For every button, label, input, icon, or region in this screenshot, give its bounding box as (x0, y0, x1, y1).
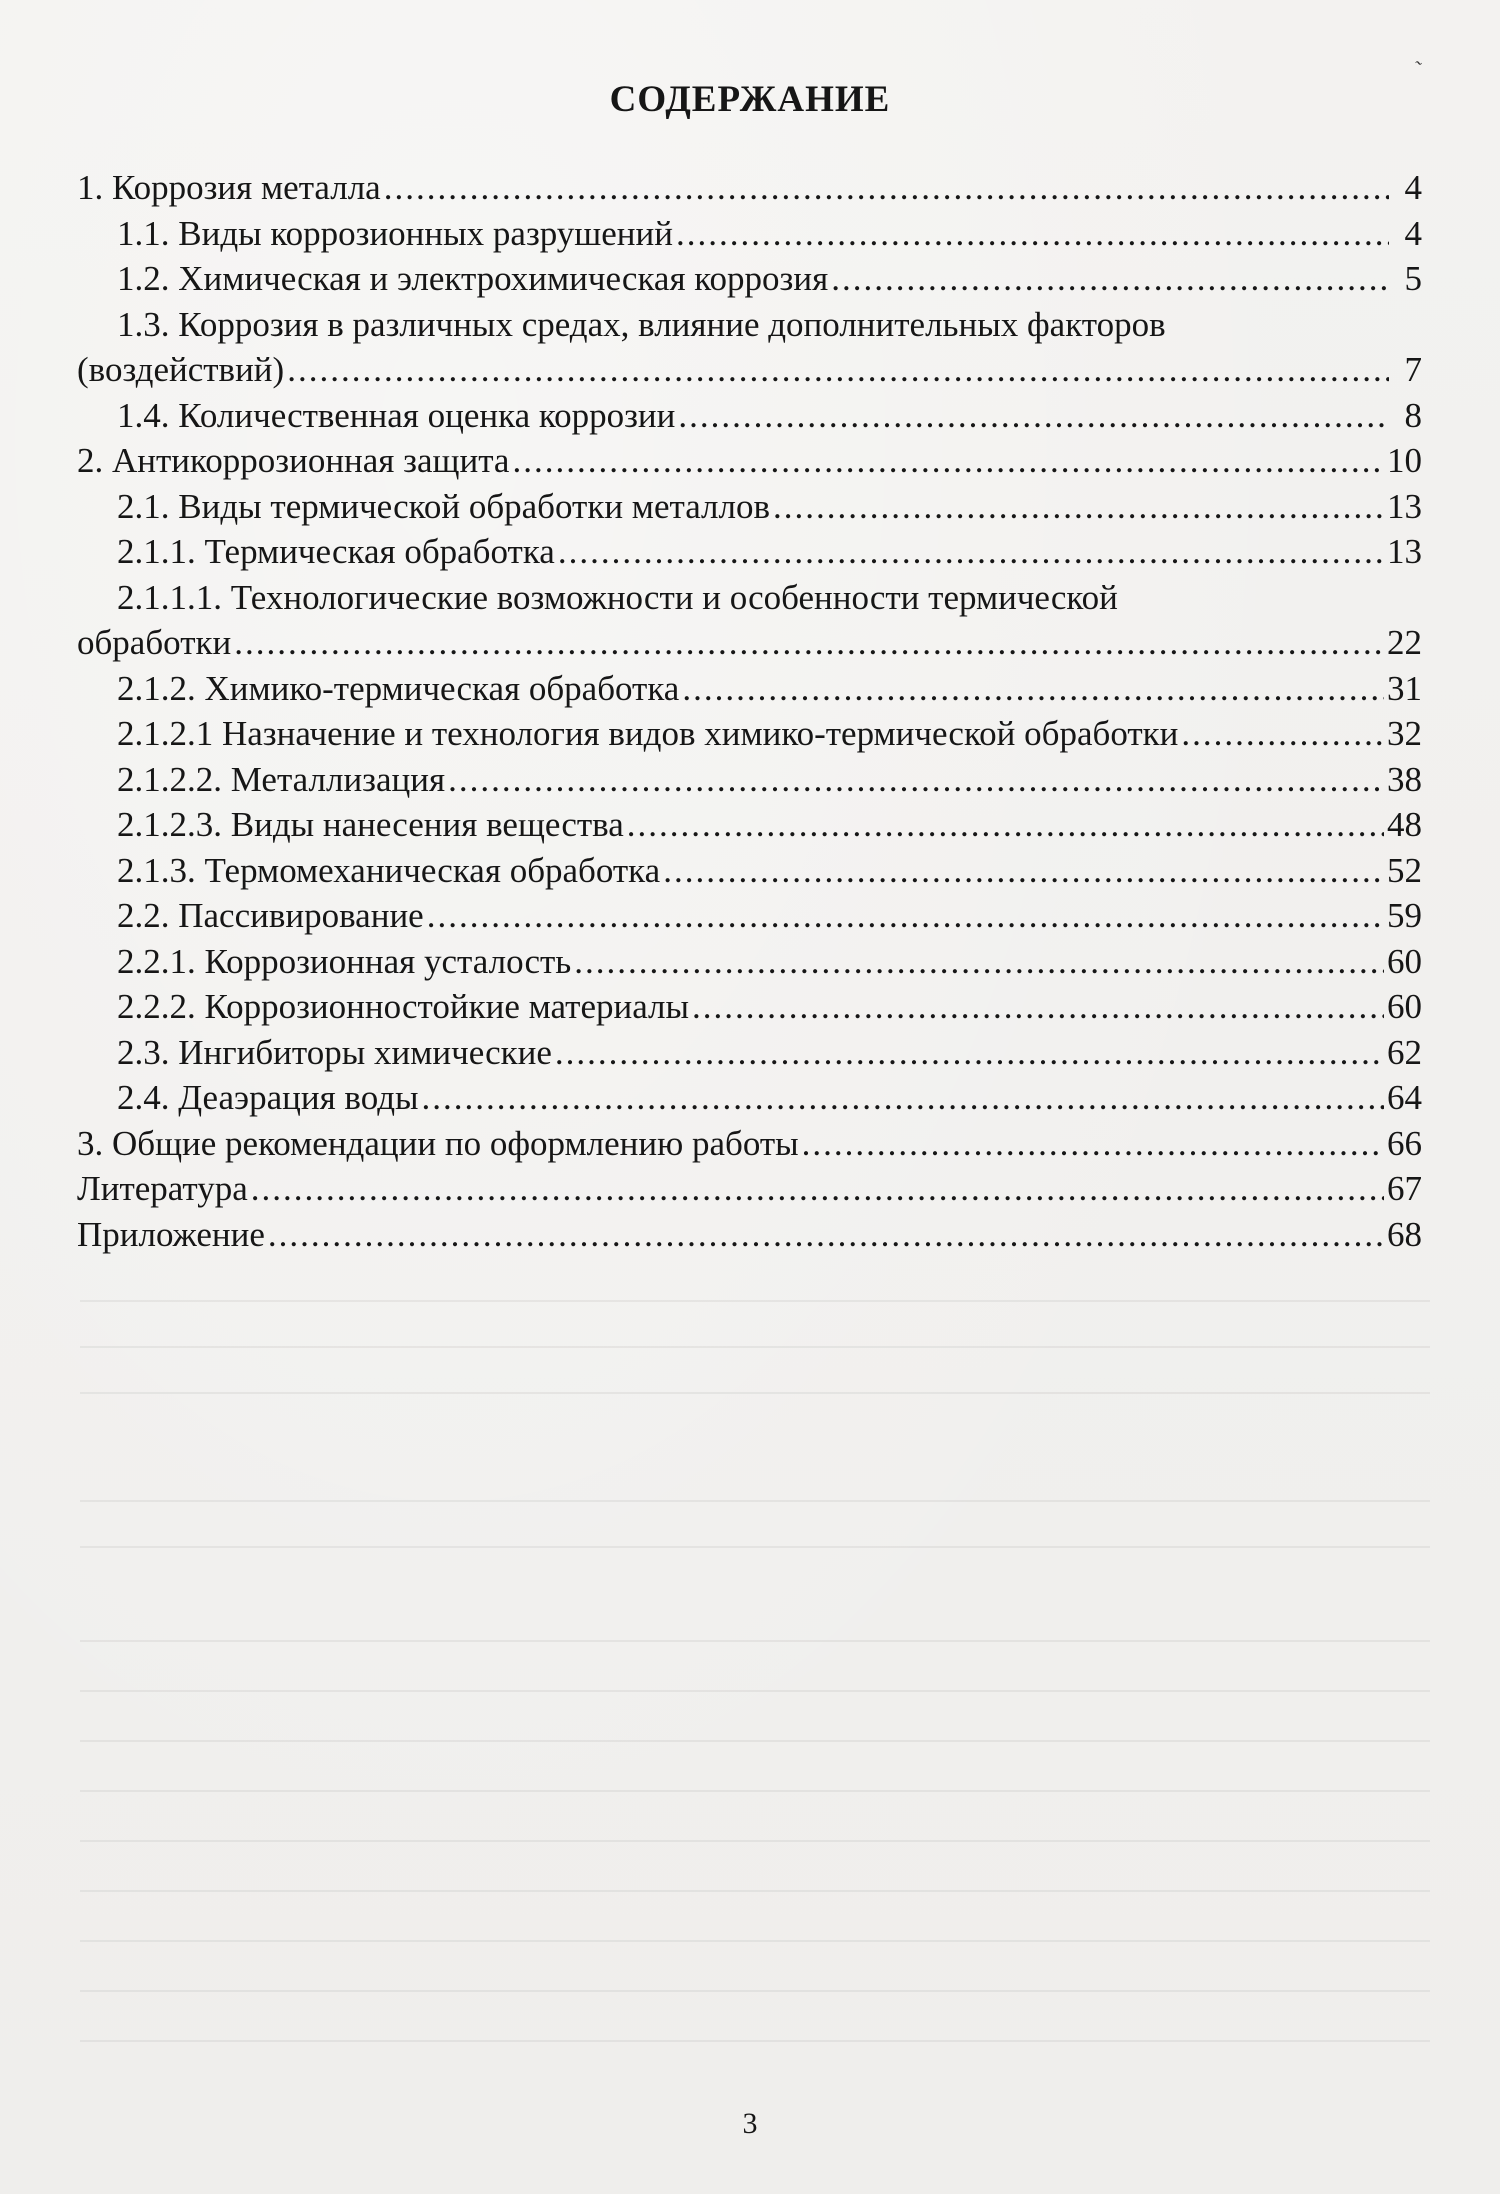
toc-entry-page: 8 (1404, 395, 1422, 435)
toc-entry-label: 2.1. Виды термической обработки металлов (117, 486, 771, 526)
toc-entry[interactable] (77, 211, 1422, 257)
dot-leader (268, 1212, 1384, 1258)
toc-entry-page: 13 (1387, 532, 1422, 571)
toc-entry-label: Приложение (77, 1214, 265, 1254)
toc-entry[interactable] (77, 848, 1422, 894)
toc-entry-label: (воздействий) (77, 350, 285, 389)
toc-entry[interactable] (77, 939, 1422, 985)
toc-entry[interactable] (77, 484, 1422, 530)
toc-entry[interactable] (77, 1212, 1422, 1258)
table-of-contents (77, 165, 1422, 1257)
toc-entry[interactable] (77, 711, 1422, 757)
toc-entry[interactable] (77, 1030, 1422, 1076)
toc-entry-label: 2.1.3. Термомеханическая обработка (117, 850, 661, 890)
dot-leader (831, 256, 1389, 302)
bleed-through-line (80, 1392, 1430, 1394)
toc-entry-label: 2.1.2.2. Металлизация (117, 759, 446, 799)
toc-entry-page: 32 (1387, 714, 1422, 753)
toc-entry-page: 66 (1387, 1123, 1422, 1163)
toc-entry[interactable] (77, 802, 1422, 848)
toc-entry-label: 1. Коррозия металла (77, 168, 381, 207)
dot-leader (802, 1121, 1384, 1167)
dot-leader (773, 484, 1384, 530)
dot-leader (627, 802, 1384, 848)
toc-entry-label: 2.2.1. Коррозионная усталость (117, 941, 572, 981)
toc-entry[interactable] (77, 256, 1422, 302)
dot-leader (448, 757, 1384, 803)
toc-entry-page: 68 (1387, 1214, 1422, 1254)
toc-entry-label: 2.3. Ингибиторы химические (117, 1032, 552, 1072)
toc-entry[interactable] (77, 1121, 1422, 1167)
dot-leader (512, 438, 1384, 484)
toc-entry-label: 1.4. Количественная оценка коррозии (117, 395, 676, 435)
dot-leader (692, 984, 1384, 1030)
bleed-through-line (80, 2040, 1430, 2042)
toc-entry-page: 22 (1387, 623, 1422, 662)
toc-entry[interactable] (77, 575, 1422, 666)
toc-entry-label: обработки (77, 623, 232, 662)
toc-entry-label: 2.1.1. Термическая обработка (117, 532, 555, 571)
bleed-through-line (80, 1990, 1430, 1992)
toc-entry-page: 38 (1387, 759, 1422, 799)
toc-entry-page: 48 (1387, 805, 1422, 844)
dot-leader (234, 620, 1384, 666)
toc-entry-label-line1: 1.3. Коррозия в различных средах, влияние дополнительных факторов (117, 304, 1166, 344)
toc-entry[interactable] (77, 984, 1422, 1030)
toc-entry-label: 2.1.2.3. Виды нанесения вещества (117, 805, 624, 844)
toc-entry[interactable] (77, 438, 1422, 484)
dot-leader (287, 347, 1389, 393)
bleed-through-line (80, 1300, 1430, 1302)
toc-entry-page: 7 (1404, 350, 1422, 389)
toc-entry-label: 2.1.2. Химико-термическая обработка (117, 668, 680, 708)
toc-entry-page: 52 (1387, 850, 1422, 890)
page-title: СОДЕРЖАНИЕ (609, 79, 891, 120)
toc-entry[interactable] (77, 893, 1422, 939)
bleed-through-line (80, 1346, 1430, 1348)
bleed-through-line (80, 1890, 1430, 1892)
dot-leader (384, 165, 1389, 211)
toc-entry-label: Литература (77, 1169, 248, 1208)
toc-entry-label-line1: 2.1.1.1. Технологические возможности и особенности термической (117, 577, 1118, 617)
bleed-through-line (80, 1840, 1430, 1842)
toc-entry-label: 2.1.2.1 Назначение и технология видов химико-термической обработки (117, 714, 1179, 753)
toc-entry-label: 2. Антикоррозионная защита (77, 441, 510, 480)
toc-entry-page: 31 (1387, 668, 1422, 708)
toc-entry-page: 60 (1387, 987, 1422, 1026)
toc-entry-page: 4 (1404, 213, 1422, 253)
toc-entry[interactable] (77, 1075, 1422, 1121)
dot-leader (1181, 711, 1384, 757)
toc-entry[interactable] (77, 165, 1422, 211)
bleed-through-line (80, 1500, 1430, 1502)
toc-entry-page: 59 (1387, 896, 1422, 935)
toc-entry-page: 5 (1404, 259, 1422, 298)
bleed-through-line (80, 1546, 1430, 1548)
bleed-through-line (80, 1790, 1430, 1792)
bleed-through-line (80, 1740, 1430, 1742)
dot-leader (678, 393, 1389, 439)
ink-mark: ˷ (1414, 43, 1429, 67)
toc-entry-label: 1.2. Химическая и электрохимическая коррозия (117, 259, 829, 298)
dot-leader (663, 848, 1384, 894)
toc-entry[interactable] (77, 529, 1422, 575)
bleed-through-line (80, 1640, 1430, 1642)
toc-entry-page: 4 (1404, 168, 1422, 207)
toc-entry[interactable] (77, 302, 1422, 393)
toc-entry-label: 2.2. Пассивирование (117, 896, 424, 935)
bleed-through-line (80, 1940, 1430, 1942)
toc-entry-page: 67 (1387, 1169, 1422, 1208)
toc-entry[interactable] (77, 1166, 1422, 1212)
toc-entry[interactable] (77, 666, 1422, 712)
toc-entry-page: 62 (1387, 1032, 1422, 1072)
toc-entry-page: 64 (1387, 1078, 1422, 1117)
dot-leader (682, 666, 1384, 712)
toc-entry-label: 3. Общие рекомендации по оформлению работы (77, 1123, 799, 1163)
toc-entry-page: 13 (1387, 486, 1422, 526)
page-number: 3 (742, 2107, 758, 2140)
dot-leader (574, 939, 1384, 985)
dot-leader (555, 1030, 1384, 1076)
toc-entry-page: 10 (1387, 441, 1422, 480)
toc-entry-label: 2.4. Деаэрация воды (117, 1078, 419, 1117)
dot-leader (251, 1166, 1384, 1212)
toc-entry-page: 60 (1387, 941, 1422, 981)
toc-entry-label: 1.1. Виды коррозионных разрушений (117, 213, 673, 253)
dot-leader (558, 529, 1384, 575)
dot-leader (427, 893, 1384, 939)
dot-leader (422, 1075, 1384, 1121)
dot-leader (676, 211, 1389, 257)
bleed-through-line (80, 1690, 1430, 1692)
toc-entry-label: 2.2.2. Коррозионностойкие материалы (117, 987, 690, 1026)
toc-entry[interactable] (77, 757, 1422, 803)
toc-entry[interactable] (77, 393, 1422, 439)
